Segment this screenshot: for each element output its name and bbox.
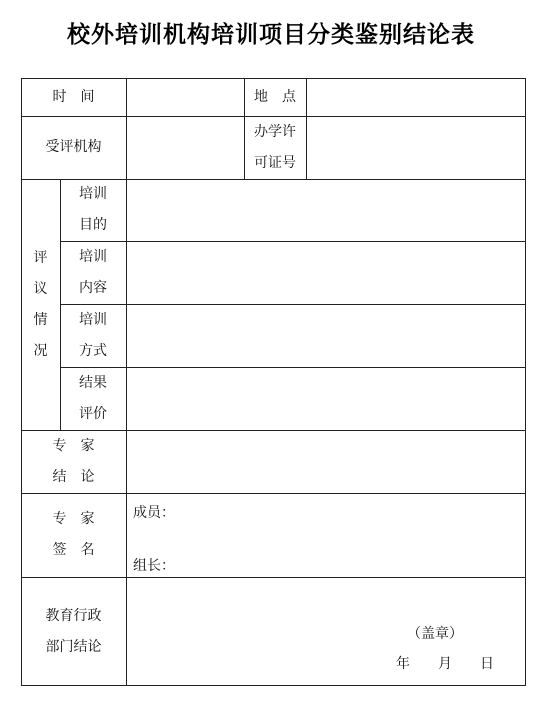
expert-signature-field[interactable]: [200, 500, 520, 572]
date-label: 年 月 日: [396, 655, 494, 672]
expert-conclusion-field[interactable]: [127, 430, 526, 493]
goal-label-line2: 目的: [79, 217, 107, 233]
expert-signature-line2: 签 名: [52, 542, 95, 558]
license-label: [244, 116, 306, 179]
license-label-line2: 可证号: [254, 154, 296, 171]
expert-conclusion-label: [21, 430, 126, 493]
goal-label: [60, 179, 126, 241]
place-value-field[interactable]: [307, 78, 526, 116]
leader-label: 组长：: [133, 557, 175, 574]
institution-value-field[interactable]: [127, 116, 244, 179]
result-label-line2: 评价: [79, 405, 107, 422]
goal-label-line1: 培训: [79, 186, 107, 202]
review-label-char: 评: [33, 249, 48, 266]
method-label-line1: 培训: [79, 311, 107, 328]
education-dept-field[interactable]: [127, 580, 526, 620]
expert-conclusion-line2: 结 论: [52, 468, 95, 485]
institution-label: 受评机构: [45, 139, 102, 155]
method-label: [60, 304, 126, 367]
education-dept-line2: 部门结论: [45, 638, 102, 655]
time-label: 时 间: [52, 88, 95, 105]
review-label: [21, 179, 60, 430]
seal-label: （盖章）: [407, 625, 463, 642]
content-value-field[interactable]: [127, 241, 526, 304]
review-label-char: 况: [33, 342, 48, 359]
expert-signature-label: [21, 493, 126, 577]
form-title: 校外培训机构培训项目分类鉴别结论表: [67, 22, 475, 48]
education-dept-line1: 教育行政: [45, 607, 102, 624]
review-label-char: 情: [33, 311, 48, 328]
review-label-char: 议: [33, 280, 48, 297]
license-label-line1: 办学许: [254, 123, 296, 140]
expert-signature-line1: 专 家: [52, 511, 95, 527]
expert-conclusion-line1: 专 家: [52, 437, 95, 454]
content-label-line2: 内容: [79, 279, 107, 296]
time-value-field[interactable]: [127, 78, 244, 116]
method-value-field[interactable]: [127, 304, 526, 367]
result-value-field[interactable]: [127, 367, 526, 430]
place-label: 地 点: [254, 88, 296, 105]
members-label: 成员：: [133, 504, 175, 521]
goal-value-field[interactable]: [127, 179, 526, 241]
method-label-line2: 方式: [79, 342, 107, 359]
result-label: [60, 367, 126, 430]
content-label: [60, 241, 126, 304]
education-dept-label: [21, 577, 126, 686]
content-label-line1: 培训: [79, 248, 107, 265]
result-label-line1: 结果: [79, 374, 107, 391]
license-value-field[interactable]: [307, 116, 526, 179]
